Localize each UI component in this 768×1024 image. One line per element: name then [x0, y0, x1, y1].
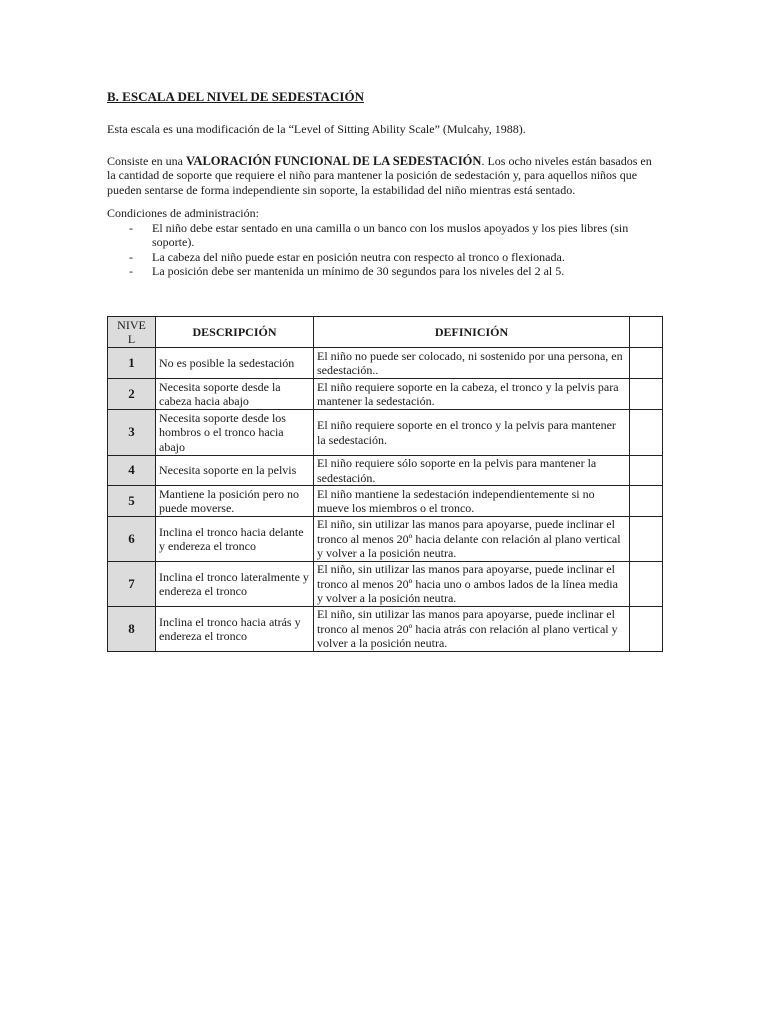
consiste-text-start: Consiste en una: [107, 153, 186, 168]
empty-cell: [630, 379, 663, 410]
table-row: [108, 348, 663, 379]
table-row: [108, 607, 663, 652]
bullet-dash: -: [129, 249, 133, 264]
table-row: [108, 517, 663, 562]
header-descripcion: DESCRIPCIÓN: [156, 317, 314, 348]
condition-text: La cabeza del niño puede estar en posición neutra con respecto al tronco o flexionada.: [152, 249, 565, 264]
conditions-heading: Condiciones de administración:: [107, 206, 259, 220]
bullet-dash: -: [129, 220, 133, 235]
nivel-cell: 5: [108, 486, 156, 517]
table-row: [108, 379, 663, 410]
definicion-cell: El niño requiere soporte en la cabeza, el tronco y la pelvis para mantener la sedestación.: [314, 379, 630, 410]
table-row: [108, 410, 663, 456]
empty-cell: [630, 607, 663, 652]
descripcion-cell: No es posible la sedestación: [156, 348, 314, 379]
empty-cell: [630, 517, 663, 562]
definicion-cell: El niño no puede ser colocado, ni sostenido por una persona, en sedestación..: [314, 348, 630, 379]
nivel-cell: 6: [108, 517, 156, 562]
header-extra: [630, 317, 663, 348]
descripcion-cell: Necesita soporte en la pelvis: [156, 456, 314, 486]
consiste-paragraph: [107, 154, 662, 198]
condition-item: [107, 221, 662, 250]
descripcion-cell: Inclina el tronco lateralmente y endereza el tronco: [156, 562, 314, 607]
header-definicion: DEFINICIÓN: [314, 317, 630, 348]
header-nivel-line2: L: [127, 332, 136, 346]
header-nivel-line1: NIVE: [117, 318, 146, 332]
definicion-cell: El niño mantiene la sedestación independientemente si no mueve los miembros o el tronco.: [314, 486, 630, 517]
table-row: [108, 486, 663, 517]
nivel-cell: 7: [108, 562, 156, 607]
condition-item: [107, 264, 662, 279]
descripcion-cell: Necesita soporte desde los hombros o el tronco hacia abajo: [156, 410, 314, 456]
table-header-row: [108, 317, 663, 348]
intro-paragraph: Esta escala es una modificación de la “Level of Sitting Ability Scale” (Mulcahy, 1988).: [107, 122, 526, 136]
empty-cell: [630, 562, 663, 607]
empty-cell: [630, 348, 663, 379]
definicion-cell: El niño, sin utilizar las manos para apoyarse, puede inclinar el tronco al menos 20º hacia atrás con relación al plano vertical y volver a la posición neutra.: [314, 607, 630, 652]
nivel-cell: 3: [108, 410, 156, 456]
definicion-cell: El niño, sin utilizar las manos para apoyarse, puede inclinar el tronco al menos 20º hacia uno o ambos lados de la línea media y volver a la posición neutra.: [314, 562, 630, 607]
descripcion-cell: Necesita soporte desde la cabeza hacia abajo: [156, 379, 314, 410]
empty-cell: [630, 456, 663, 486]
consiste-text-end: . Los ocho niveles están basados en la cantidad de soporte que requiere el niño para mantener la posición de sedestación y, para aquellos niños que pueden sentarse de forma independiente sin soporte, la estabilidad del niño mientras está sentado.: [107, 153, 652, 197]
condition-item: [107, 250, 662, 265]
document-page: [107, 88, 662, 279]
nivel-cell: 2: [108, 379, 156, 410]
conditions-list: [107, 221, 662, 279]
table-row: [108, 456, 663, 486]
section-title: B. ESCALA DEL NIVEL DE SEDESTACIÓN: [107, 89, 364, 104]
descripcion-cell: Mantiene la posición pero no puede moverse.: [156, 486, 314, 517]
nivel-cell: 4: [108, 456, 156, 486]
consiste-bold-phrase: VALORACIÓN FUNCIONAL DE LA SEDESTACIÓN: [186, 153, 482, 168]
header-nivel: [108, 317, 156, 348]
nivel-cell: 1: [108, 348, 156, 379]
empty-cell: [630, 486, 663, 517]
table-row: [108, 562, 663, 607]
nivel-cell: 8: [108, 607, 156, 652]
bullet-dash: -: [129, 264, 133, 278]
descripcion-cell: Inclina el tronco hacia delante y endereza el tronco: [156, 517, 314, 562]
condition-text: La posición debe ser mantenida un mínimo de 30 segundos para los niveles del 2 al 5.: [152, 264, 565, 278]
descripcion-cell: Inclina el tronco hacia atrás y endereza el tronco: [156, 607, 314, 652]
definicion-cell: El niño requiere soporte en el tronco y la pelvis para mantener la sedestación.: [314, 410, 630, 456]
definicion-cell: El niño, sin utilizar las manos para apoyarse, puede inclinar el tronco al menos 20º hacia delante con relación al plano vertical y volver a la posición neutra.: [314, 517, 630, 562]
empty-cell: [630, 410, 663, 456]
definicion-cell: El niño requiere sólo soporte en la pelvis para mantener la sedestación.: [314, 456, 630, 486]
sitting-level-table: [107, 316, 663, 652]
condition-text: El niño debe estar sentado en una camilla o un banco con los muslos apoyados y los pies libres (sin soporte).: [152, 220, 629, 249]
